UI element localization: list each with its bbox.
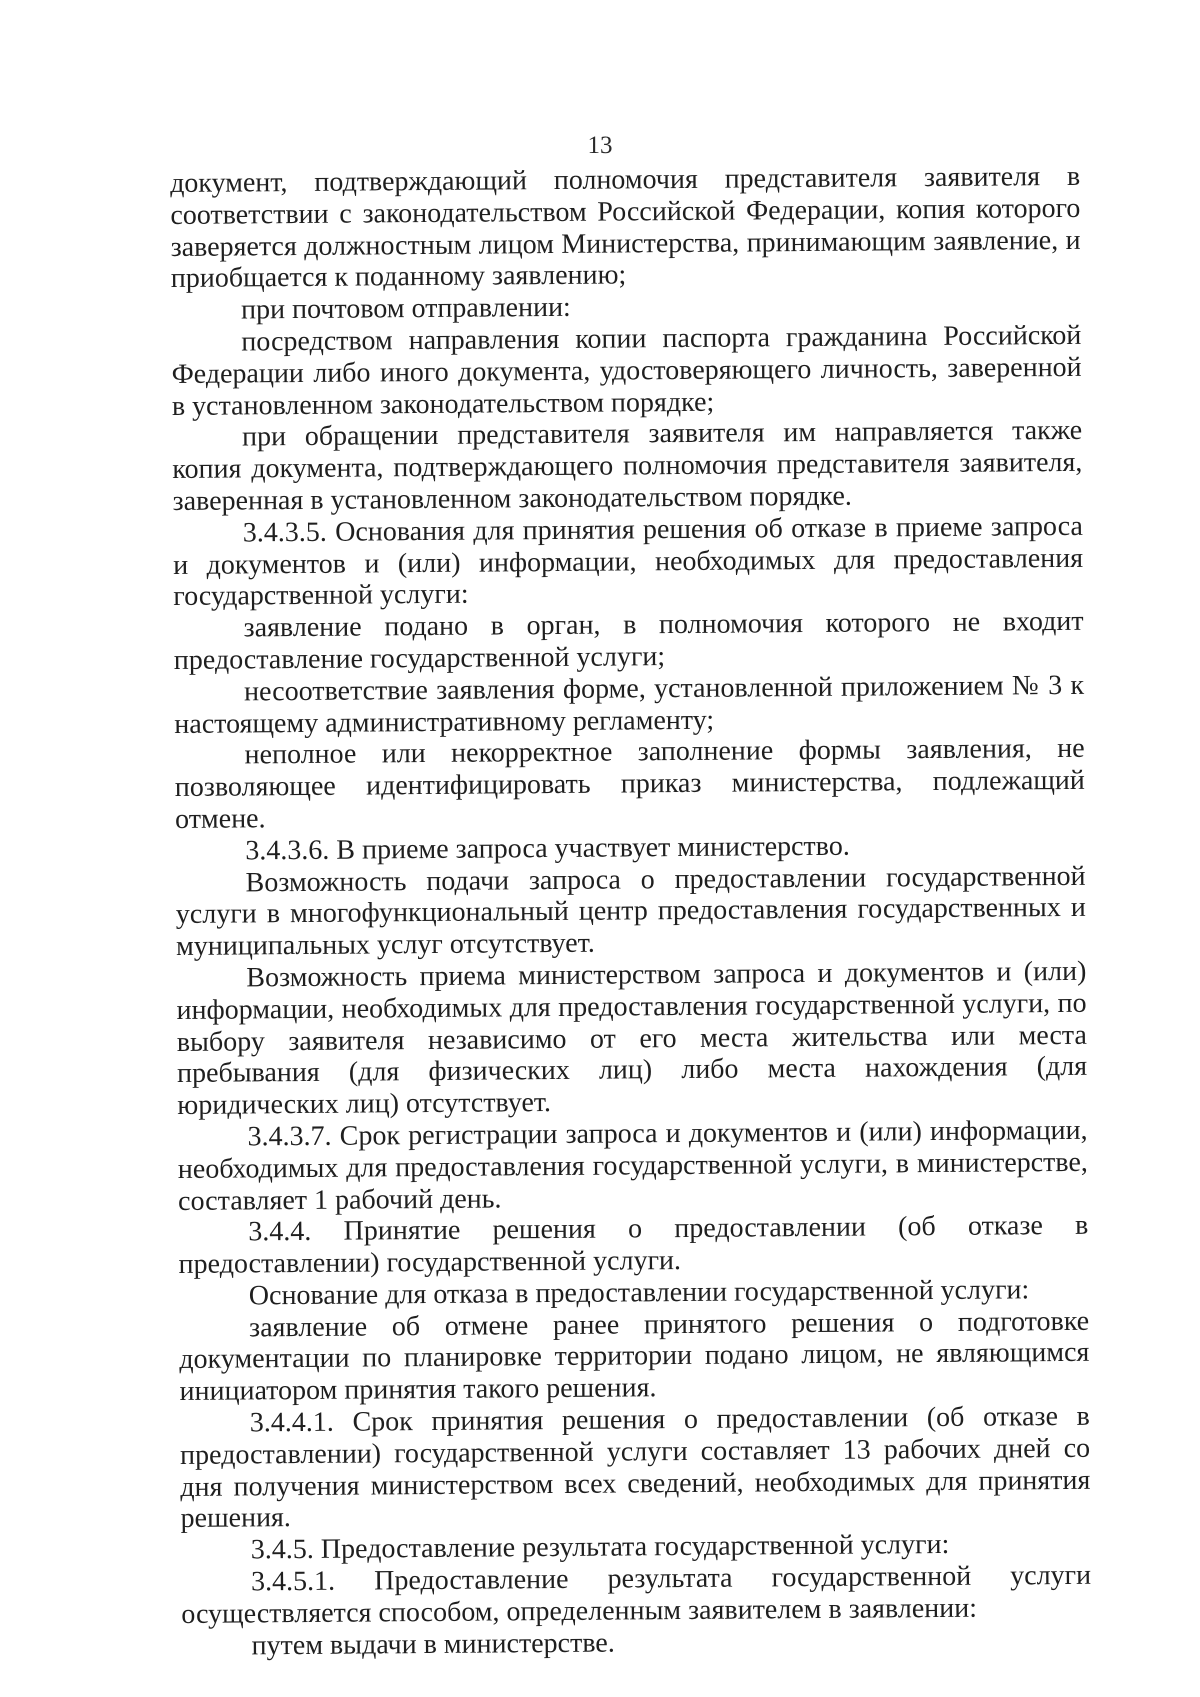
paragraph: при почтовом отправлении: [240,292,571,326]
paragraph: несоответствие заявления форме, установленной приложением № 3 к настоящему административному регламенту; [174,669,1085,740]
paragraph: Основание для отказа в предоставлении государственной услуги: [248,1274,1030,1312]
paragraph: неполное или некорректное заполнение формы заявления, не позволяющее идентифицировать приказ министерства, подлежащий отмене. [174,733,1085,835]
paragraph: 3.4.5.1. Предоставление результата государственной услуги осуществляется способом, определенным заявителем в заявлении: [181,1559,1092,1630]
paragraph: 3.4.3.7. Срок регистрации запроса и документов и (или) информации, необходимых для предоставления государственной услуги, в министерстве, составляет 1 рабочий день. [177,1114,1088,1217]
paragraph: путем выдачи в министерстве. [251,1627,615,1662]
paragraph: Возможность приема министерством запроса и документов и (или) информации, необходимых для предоставления государственной услуги, по выбору заявителя независимо от его места жительства или места пребывания (для физических лиц) либо места нахождения (для юридических лиц) отсутствует. [176,955,1088,1122]
paragraph: 3.4.4.1. Срок принятия решения о предоставлении (об отказе в предоставлении) государственной услуги составляет 13 рабочих дней со дня получения министерством всех сведений, необходимых для принятия решения. [179,1400,1091,1535]
paragraph: документ, подтверждающий полномочия представителя заявителя в соответствии с законодательством Российской Федерации, копия которого заверяется должностным лицом Министерства, принимающим заявление, и приобщается к поданному заявлению; [170,160,1081,295]
document-body [170,161,1092,1663]
page-number: 13 [587,132,613,159]
paragraph: Возможность подачи запроса о предоставлении государственной услуги в многофункциональный центр предоставления государственных и муниципальных услуг отсутствует. [175,860,1086,963]
paragraph: заявление подано в орган, в полномочия которого не входит предоставление государственной услуги; [173,605,1084,676]
paragraph: 3.4.5. Предоставление результата государственной услуги: [250,1529,950,1566]
paragraph: заявление об отмене ранее принятого решения о подготовке документации по планировке территории подано лицом, не являющимся инициатором принятия такого решения. [179,1305,1090,1408]
paragraph: посредством направления копии паспорта гражданина Российской Федерации либо иного документа, удостоверяющего личность, заверенной в установленном законодательством порядке; [171,319,1082,422]
paragraph: 3.4.4. Принятие решения о предоставлении (об отказе в предоставлении) государственной услуги. [178,1210,1089,1281]
paragraph: при обращении представителя заявителя им направляется также копия документа, подтверждающего полномочия представителя заявителя, заверенная в установленном законодательством порядке. [172,415,1083,517]
paragraph: 3.4.3.5. Основания для принятия решения об отказе в приеме запроса и документов и (или) информации, необходимых для предоставления государственной услуги: [172,510,1084,613]
paragraph: 3.4.3.6. В приеме запроса участвует министерство. [245,830,850,867]
